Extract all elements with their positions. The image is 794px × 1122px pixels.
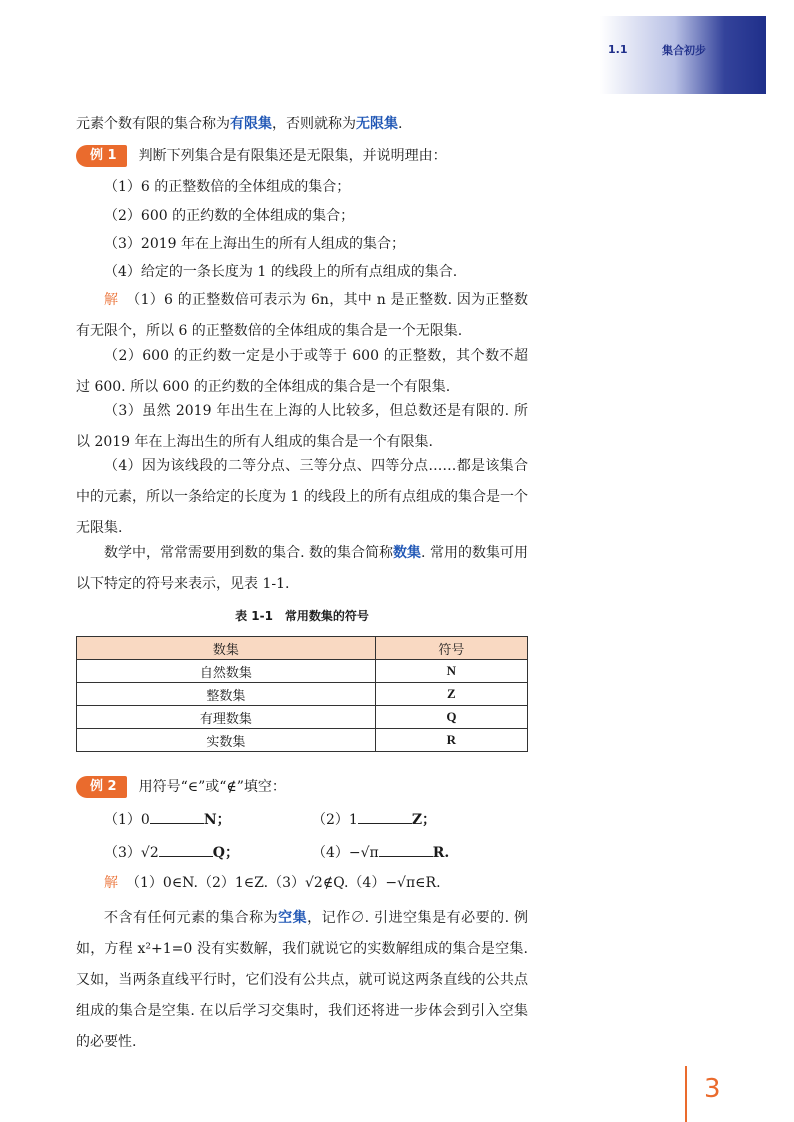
example1-heading bbox=[76, 141, 528, 172]
term-finite-set: 有限集 bbox=[230, 116, 272, 132]
fill-item-3: （3）√2 Q； bbox=[104, 842, 239, 862]
intro-paragraph: 元素个数有限的集合称为有限集，否则就称为无限集. bbox=[76, 116, 403, 132]
symbol-cell: Q bbox=[375, 706, 527, 729]
example1-tag: 例 1 bbox=[76, 145, 127, 167]
answer-blank[interactable] bbox=[159, 842, 213, 857]
page-number: 3 bbox=[704, 1074, 721, 1104]
number-sets-table bbox=[76, 636, 528, 752]
example2-prompt: 用符号“∈”或“∉”填空： bbox=[138, 779, 286, 795]
example1-item: （1）6 的正整数倍的全体组成的集合； bbox=[104, 179, 351, 195]
example2-solution: 解 （1）0∈N.（2）1∈Z.（3）√2∉Q.（4）−√π∈R. bbox=[104, 875, 441, 891]
section-title: 集合初步 bbox=[662, 44, 706, 57]
set-name-cell: 实数集 bbox=[77, 729, 376, 752]
header-cell: 数集 bbox=[77, 637, 376, 660]
fill-item-2: （2）1 Z； bbox=[312, 809, 436, 829]
example1-item: （4）给定的一条长度为 1 的线段上的所有点组成的集合. bbox=[104, 264, 458, 280]
table-header-row bbox=[77, 637, 528, 660]
example1-solution-3: （3）虽然 2019 年出生在上海的人比较多，但总数还是有限的. 所以 2019 年在上海出生的所有人组成的集合是一个有限集. bbox=[76, 403, 528, 450]
table-caption: 表 1-1 常用数集的符号 bbox=[235, 609, 369, 623]
section-number: 1.1 bbox=[608, 43, 628, 56]
answer-blank[interactable] bbox=[150, 809, 204, 824]
symbol-cell: N bbox=[375, 660, 527, 683]
set-name-cell: 整数集 bbox=[77, 683, 376, 706]
fill-item-1: （1）0 N； bbox=[104, 809, 231, 829]
example2-heading bbox=[76, 772, 528, 803]
term-number-set: 数集 bbox=[393, 545, 422, 561]
example1-item: （3）2019 年在上海出生的所有人组成的集合； bbox=[104, 236, 405, 252]
set-name-cell: 自然数集 bbox=[77, 660, 376, 683]
symbol-cell: Z bbox=[375, 683, 527, 706]
table-row bbox=[77, 729, 528, 752]
answer-blank[interactable] bbox=[358, 809, 412, 824]
header-cell: 符号 bbox=[375, 637, 527, 660]
table-row bbox=[77, 660, 528, 683]
fill-item-4: （4）−√π R. bbox=[312, 842, 449, 862]
table-row bbox=[77, 683, 528, 706]
numsets-paragraph: 数学中，常常需要用到数的集合. 数的集合简称数集. 常用的数集可用以下特定的符号来表示，见表 1-1. bbox=[76, 545, 528, 592]
set-name-cell: 有理数集 bbox=[77, 706, 376, 729]
term-empty-set: 空集 bbox=[278, 910, 308, 926]
symbol-cell: R bbox=[375, 729, 527, 752]
example1-solution-2: （2）600 的正约数一定是小于或等于 600 的正整数，其个数不超过 600. 所以 600 的正约数的全体组成的集合是一个有限集. bbox=[76, 348, 528, 395]
answer-blank[interactable] bbox=[379, 842, 433, 857]
table-row bbox=[77, 706, 528, 729]
term-infinite-set: 无限集 bbox=[356, 116, 398, 132]
example1-item: （2）600 的正约数的全体组成的集合； bbox=[104, 208, 355, 224]
empty-set-paragraph: 不含有任何元素的集合称为空集，记作∅. 引进空集是有必要的. 例如，方程 x²+1=0 没有实数解，我们就说它的实数解组成的集合是空集. 又如，当两条直线平行时，它们没有公共点，就可说这两条直线的公共点组成的集合是空集. 在以后学习交集时，我们还将进一步体会到引入空集的必要性. bbox=[76, 910, 529, 1050]
example1-solution-1: 解 （1）6 的正整数倍可表示为 6n，其中 n 是正整数. 因为正整数有无限个，所以 6 的正整数倍的全体组成的集合是一个无限集. bbox=[76, 292, 528, 339]
solution-label: 解 bbox=[104, 292, 119, 308]
example2-tag: 例 2 bbox=[76, 776, 127, 798]
solution-label: 解 bbox=[104, 875, 118, 891]
example1-prompt: 判断下列集合是有限集还是无限集，并说明理由： bbox=[138, 148, 447, 164]
page-number-rule bbox=[685, 1066, 687, 1122]
example1-solution-4: （4）因为该线段的二等分点、三等分点、四等分点……都是该集合中的元素，所以一条给定的长度为 1 的线段上的所有点组成的集合是一个无限集. bbox=[76, 458, 528, 536]
